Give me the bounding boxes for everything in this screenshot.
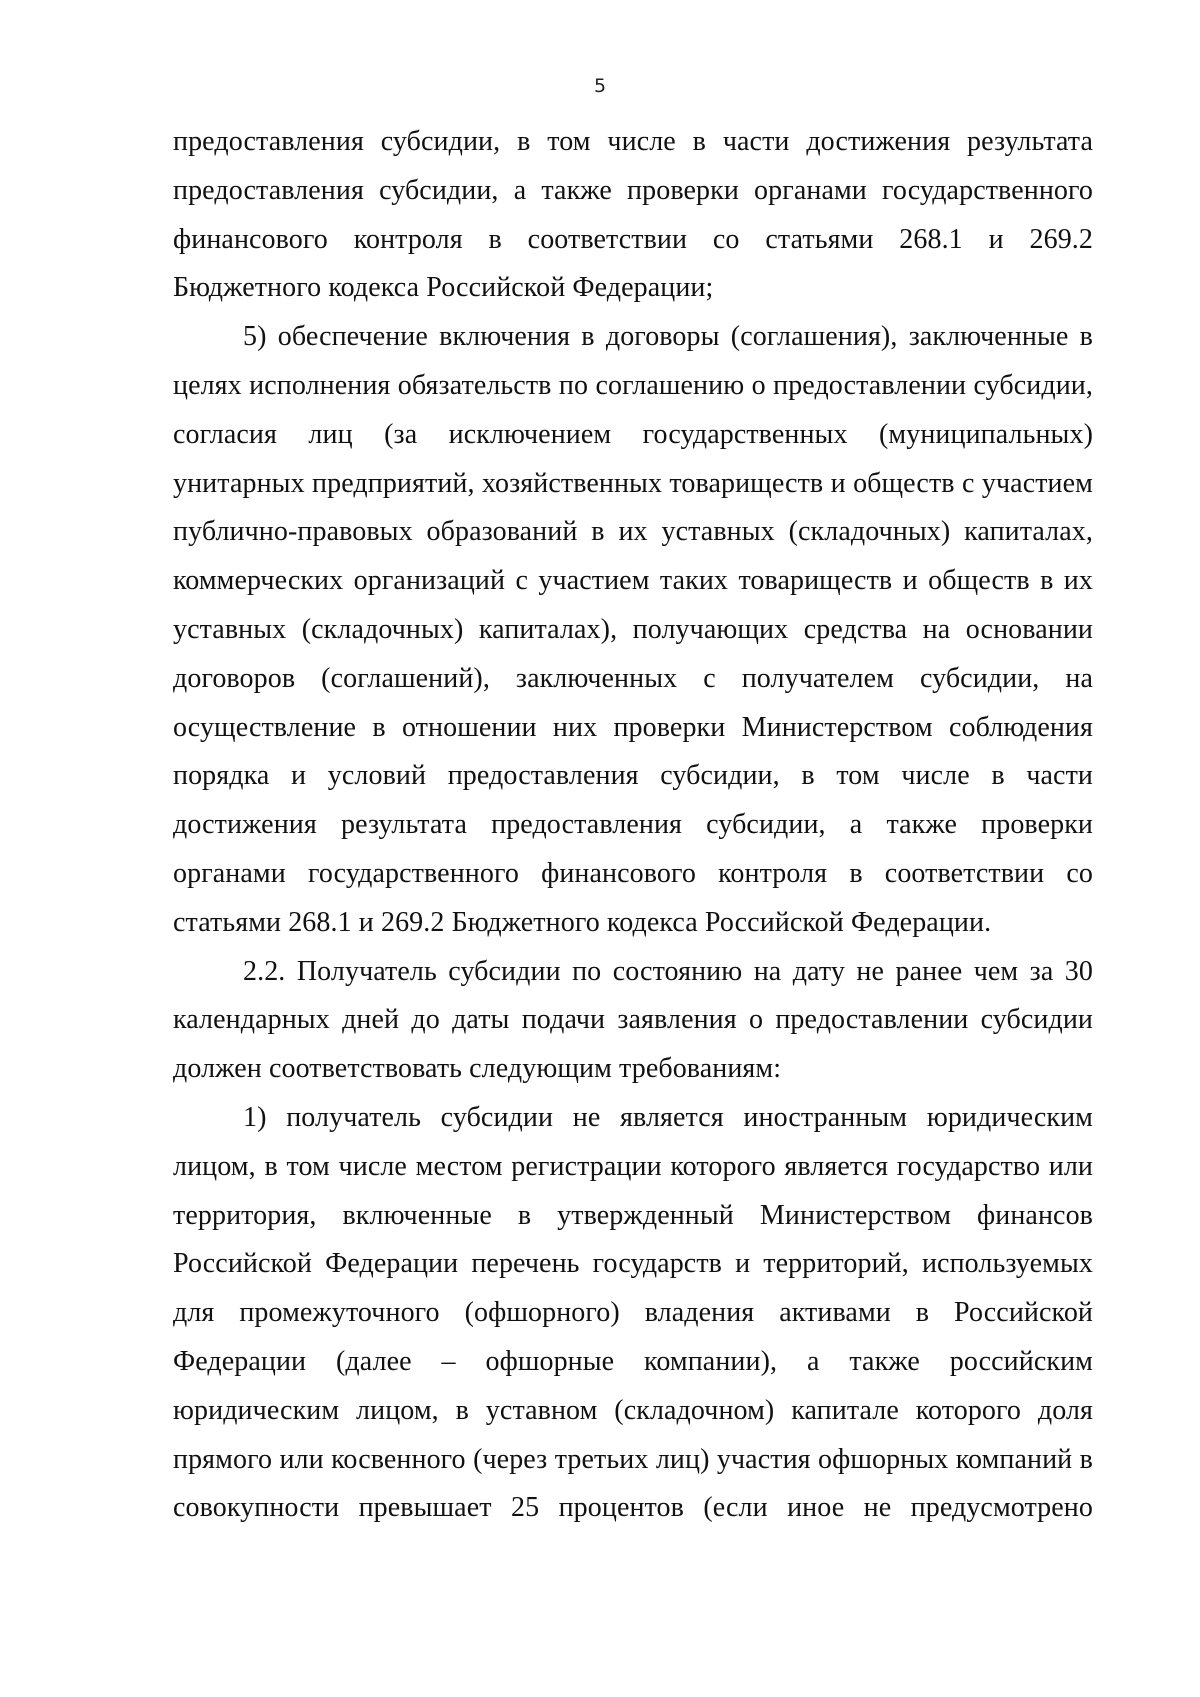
paragraph-requirement-1: 1) получатель субсидии не является иностранным юридическим лицом, в том числе местом регистрации которого является государство или территория, включенные в утвержденный Министерством финансов Российской Федерации перечень государств и территорий, используемых для промежуточного (офшорного) владения активами в Российской Федерации (далее – офшорные компании), а также российским юридическим лицом, в уставном (складочном) капитале которого доля прямого или косвенного (через третьих лиц) участия офшорных компаний в совокупности превышает 25 процентов (если иное не предусмотрено [173, 1101, 1093, 1524]
paragraph-item-5: 5) обеспечение включения в договоры (соглашения), заключенные в целях исполнения обязательств по соглашению о предоставлении субсидии, согласия лиц (за исключением государственных (муниципальных) унитарных предприятий, хозяйственных товариществ и обществ с участием публично-правовых образований в их уставных (складочных) капиталах, коммерческих организаций с участием таких товариществ и обществ в их уставных (складочных) капиталах), получающих средства на основании договоров (соглашений), заключенных с получателем субсидии, на осуществление в отношении них проверки Министерством соблюдения порядка и условий предоставления субсидии, в том числе в части достижения результата предоставления субсидии, а также проверки органами государственного финансового контроля в соответствии со статьями 268.1 и 269.2 Бюджетного кодекса Российской Федерации. [173, 321, 1093, 938]
paragraph-section-2-2: 2.2. Получатель субсидии по состоянию на дату не ранее чем за 30 календарных дней до даты подачи заявления о предоставлении субсидии должен соответствовать следующим требованиям: [173, 955, 1093, 1085]
document-body [173, 118, 1093, 1533]
paragraph-continuation: предоставления субсидии, в том числе в части достижения результата предоставления субсидии, а также проверки органами государственного финансового контроля в соответствии со статьями 268.1 и 269.2 Бюджетного кодекса Российской Федерации; [173, 126, 1093, 304]
page-number: 5 [593, 75, 607, 97]
